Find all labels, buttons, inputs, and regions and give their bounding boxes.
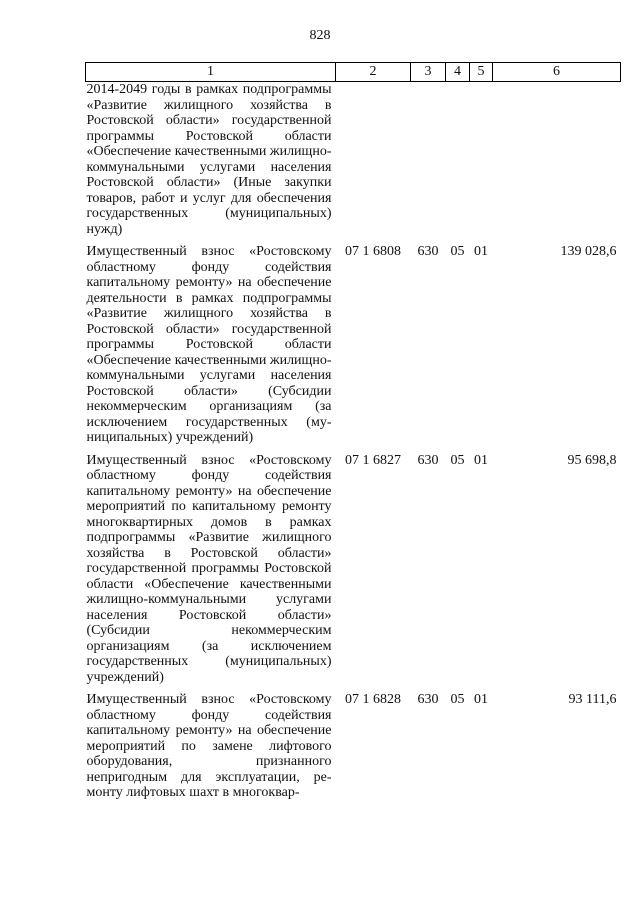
row-rz: 05 xyxy=(450,244,465,259)
header-col-5: 5 xyxy=(470,63,493,82)
header-col-4: 4 xyxy=(446,63,470,82)
row-pr: 01 xyxy=(474,692,488,707)
row-vr xyxy=(411,82,446,238)
page-number: 828 xyxy=(309,28,331,43)
row-pr xyxy=(470,82,493,238)
row-name: Имущественный взнос «Ростовскому областному фонду содействия капитальному ремонту» на обеспечение мероприятий по замене лифтового оборудования, признанного непригодным для эксплуатации, ремонту лифтовых шахт в многоквар- xyxy=(86,692,332,800)
row-sum: 95 698,8 xyxy=(567,452,617,468)
row-rz: 05 xyxy=(450,452,465,468)
header-col-6: 6 xyxy=(493,63,621,82)
row-sum: 139 028,6 xyxy=(560,244,617,259)
row-vr: 630 xyxy=(417,452,439,468)
row-rz xyxy=(446,82,470,238)
row-rz: 05 xyxy=(450,692,465,707)
row-name: Имущественный взнос «Ростовскому областному фонду содействия капитальному ремонту» на обеспечение мероприятий по капитальному ремонту многоквартирных домов в рамках подпрограммы «Развитие жилищного хозяйства в Ростовской области» государственной программы Ростовской области «Обеспечение качественными жилищно-коммунальными услугами населения Ростовской области» (Субсидии некоммерческим организациям (за исключением государственных (муниципальных) учреждений) xyxy=(86,452,332,685)
row-name: Имущественный взнос «Ростовскому областному фонду содействия капитальному ремонту» на обеспечение деятельности в рамках подпрограммы «Развитие жилищного хозяйства в Ростовской области» государственной программы Ростовской области «Обеспечение качественными жилищно-коммунальными услугами населения Ростовской области» (Субсидии некоммерческим организациям (за исключением государственных (муниципальных) учреждений) xyxy=(86,244,332,445)
budget-table xyxy=(85,62,621,801)
header-col-3: 3 xyxy=(411,63,446,82)
header-col-2: 2 xyxy=(336,63,411,82)
row-pr: 01 xyxy=(474,452,488,468)
row-csr: 07 1 6827 xyxy=(345,452,401,468)
table-row xyxy=(86,446,621,686)
row-vr: 630 xyxy=(417,692,439,707)
row-pr: 01 xyxy=(474,244,488,259)
row-sum: 93 111,6 xyxy=(568,692,617,707)
header-row xyxy=(86,63,621,82)
table-row xyxy=(86,82,621,238)
row-sum xyxy=(493,82,621,238)
row-csr: 07 1 6828 xyxy=(345,692,401,707)
row-name: 2014-2049 годы в рамках подпрограммы «Развитие жилищного хозяйства в Ростовской области» государственной программы Ростовской области «Обеспечение качественными жилищно-коммунальными услугами населения Ростовской области» (Иные закупки товаров, работ и услуг для обеспечения государственных (муниципальных) нужд) xyxy=(86,82,332,237)
header-col-1: 1 xyxy=(86,63,336,82)
table-row xyxy=(86,685,621,801)
table-row xyxy=(86,237,621,446)
row-csr: 07 1 6808 xyxy=(345,244,401,259)
row-csr xyxy=(336,82,411,238)
row-vr: 630 xyxy=(417,244,439,259)
